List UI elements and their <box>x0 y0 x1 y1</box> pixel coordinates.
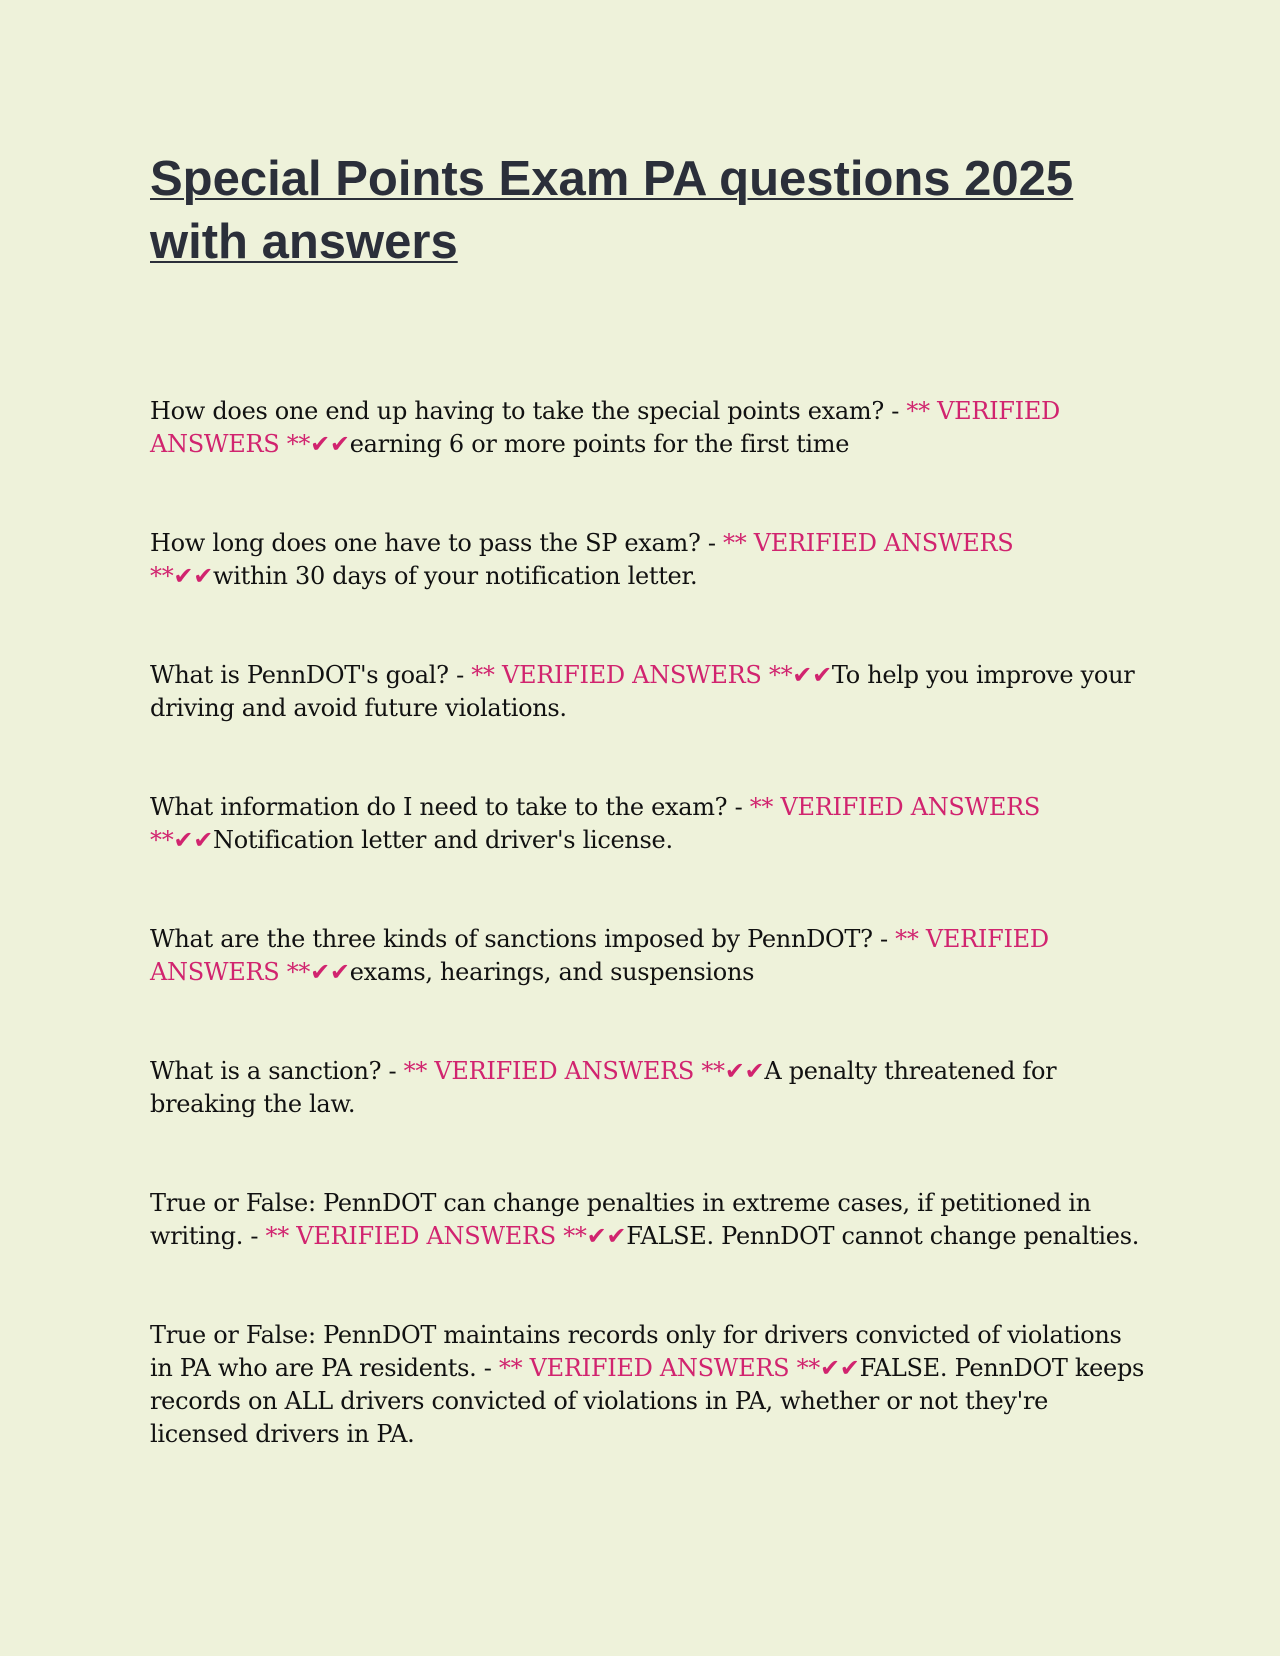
question-text: What information do I need to take to the exam? - <box>150 793 750 821</box>
answer-text: FALSE. PennDOT cannot change penalties. <box>626 1222 1140 1250</box>
question-text: What is PennDOT's goal? - <box>150 661 472 689</box>
answer-text: earning 6 or more points for the first time <box>349 430 850 458</box>
verified-answers-tag: ** VERIFIED ANSWERS **✔✔ <box>150 925 1049 986</box>
verified-answers-tag: ** VERIFIED ANSWERS **✔✔ <box>403 1057 765 1085</box>
question-text: What is a sanction? - <box>150 1057 404 1085</box>
verified-answers-tag: ** VERIFIED ANSWERS **✔✔ <box>471 661 832 689</box>
verified-answers-tag: ** VERIFIED ANSWERS **✔✔ <box>150 529 1014 590</box>
qa-item <box>150 791 1150 857</box>
question-text: What are the three kinds of sanctions imposed by PennDOT? - <box>150 925 896 953</box>
question-text: True or False: PennDOT maintains records only for drivers convicted of violations in PA who are PA residents. - <box>150 1321 1122 1382</box>
question-text: True or False: PennDOT can change penalties in extreme cases, if petitioned in writing. - <box>150 1189 1091 1250</box>
question-text: How does one end up having to take the special points exam? - <box>150 397 907 425</box>
qa-list <box>150 395 1150 1451</box>
qa-item <box>150 923 1150 989</box>
document-page <box>150 148 1150 1517</box>
verified-answers-tag: ** VERIFIED ANSWERS **✔✔ <box>150 793 1041 854</box>
answer-text: exams, hearings, and suspensions <box>349 958 755 986</box>
answer-text: A penalty threatened for breaking the law. <box>150 1057 1057 1118</box>
verified-answers-tag: ** VERIFIED ANSWERS **✔✔ <box>265 1222 627 1250</box>
qa-item <box>150 1187 1150 1253</box>
verified-answers-tag: ** VERIFIED ANSWERS **✔✔ <box>498 1354 860 1382</box>
document-title: Special Points Exam PA questions 2025 with answers <box>150 152 1074 269</box>
qa-item <box>150 1319 1150 1451</box>
qa-item <box>150 527 1150 593</box>
verified-answers-tag: ** VERIFIED ANSWERS **✔✔ <box>150 397 1061 458</box>
qa-item <box>150 395 1150 461</box>
qa-item <box>150 1055 1150 1121</box>
answer-text: within 30 days of your notification letter. <box>213 562 698 590</box>
answer-text: FALSE. PennDOT keeps records on ALL drivers convicted of violations in PA, whether or not they're licensed drivers in PA. <box>150 1354 1145 1448</box>
answer-text: Notification letter and driver's license. <box>213 826 673 854</box>
question-text: How long does one have to pass the SP exam? - <box>150 529 724 557</box>
answer-text: To help you improve your driving and avoid future violations. <box>150 661 1135 722</box>
qa-item <box>150 659 1150 725</box>
